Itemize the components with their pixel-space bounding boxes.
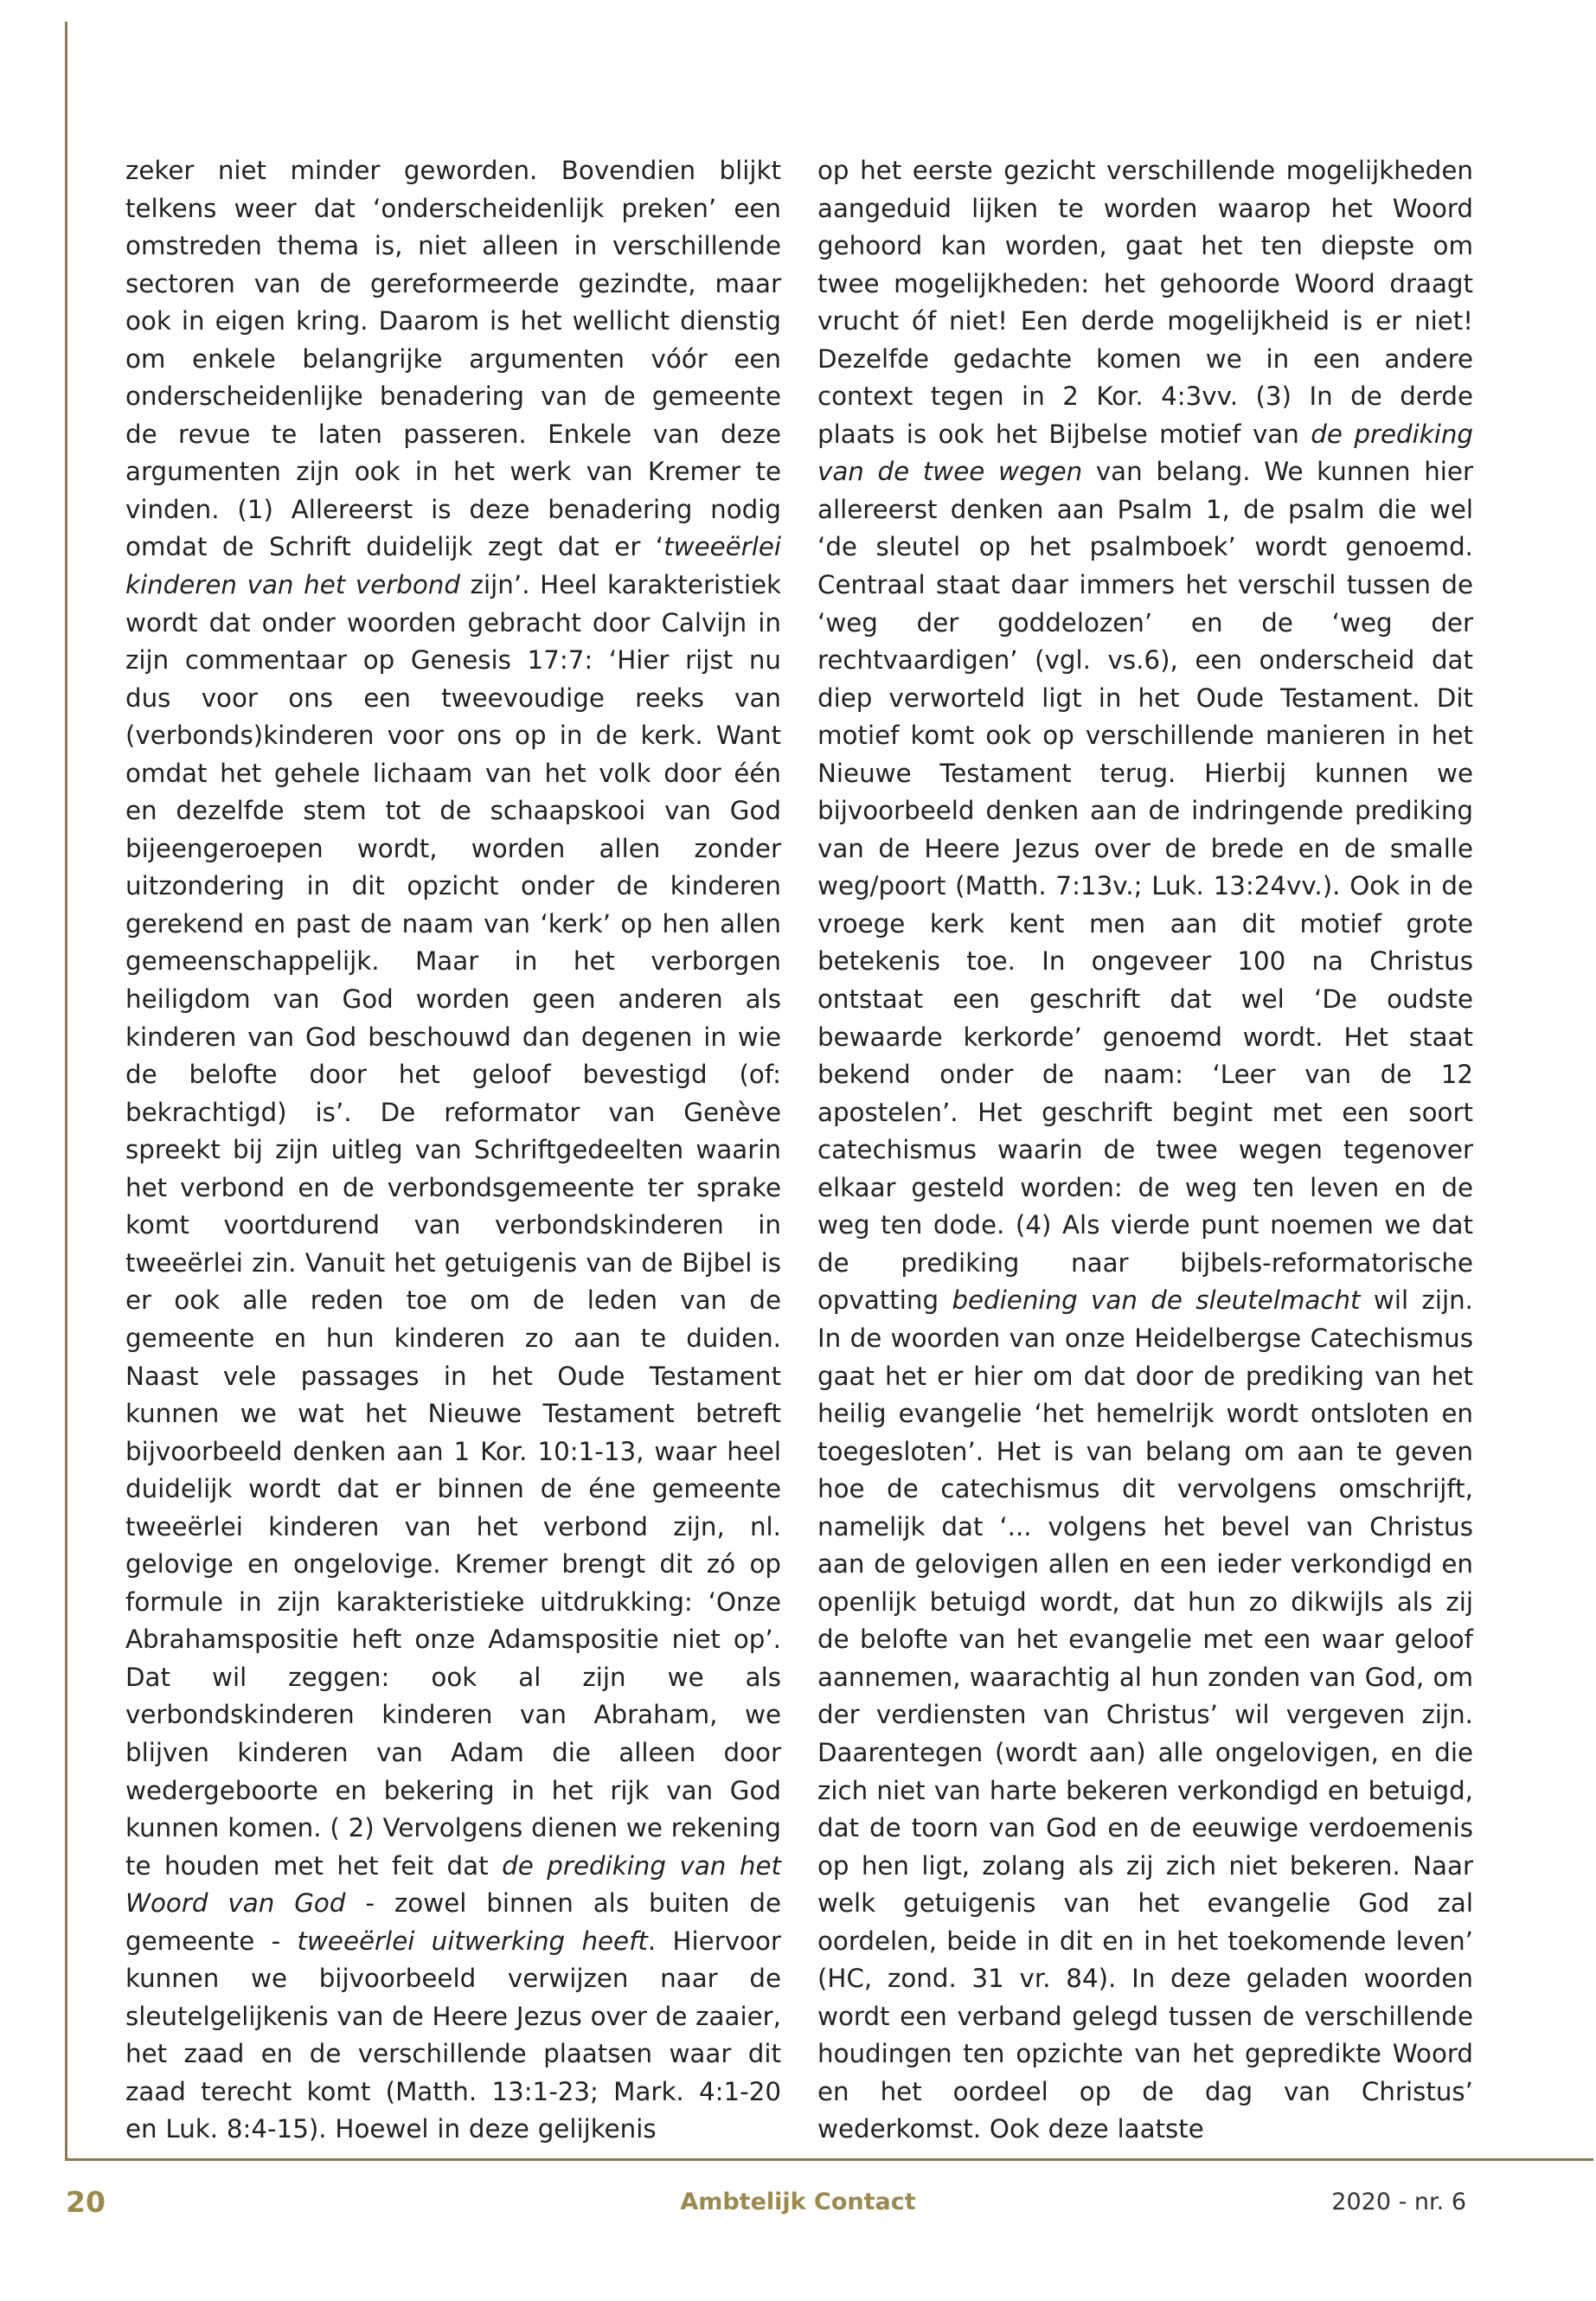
column-paragraph: [817, 152, 1473, 2149]
issue-label: 2020 - nr. 6: [1331, 2189, 1466, 2215]
text-run: - zowel binnen als buiten de gemeente -: [125, 1888, 781, 1956]
italic-text-run: de prediking van het Woord van God: [125, 1850, 781, 1919]
text-run: . Hiervoor kunnen we bijvoorbeeld verwijzen naar de sleutelgelijkenis van de Heere Jezus over de zaaier, het zaad en de verschillende plaatsen waar dit zaad terecht komt (Matth. 13:1-23; Mark. 4:1-20 en Luk. 8:4-15). Hoewel in deze gelijkenis: [125, 1926, 781, 2144]
column-paragraph: [125, 152, 781, 2149]
page-frame-horizontal-rule: [65, 2158, 1593, 2161]
text-column-left: [125, 152, 781, 2149]
journal-name: Ambtelijk Contact: [680, 2189, 916, 2215]
text-run: zijn’. Heel karakteristiek wordt dat onder woorden gebracht door Calvijn in zijn commentaar op Genesis 17:7: ‘Hier rijst nu dus voor ons een tweevoudige reeks van (verbonds)kinderen voor ons op in de kerk. Want omdat het gehele lichaam van het volk door één en dezelfde stem tot de schaapskooi van God bijeengeroepen wordt, worden allen zonder uitzondering in dit opzicht onder de kinderen gerekend en past de naam van ‘kerk’ op hen allen gemeenschappelijk. Maar in het verborgen heiligdom van God worden geen anderen als kinderen van God beschouwd dan degenen in wie de belofte door het geloof bevestigd (of: bekrachtigd) is’. De reformator van Genève spreekt bij zijn uitleg van Schriftgedeelten waarin het verbond en de verbondsgemeente ter sprake komt voortdurend van verbondskinderen in tweeërlei zin. Vanuit het getuigenis van de Bijbel is er ook alle reden toe om de leden van de gemeente en hun kinderen zo aan te duiden. Naast vele passages in het Oude Testament kunnen we wat het Nieuwe Testament betreft bijvoorbeeld denken aan 1 Kor. 10:1-13, waar heel duidelijk wordt dat er binnen de éne gemeente tweeërlei kinderen van het verbond zijn, nl. gelovige en ongelovige. Kremer brengt dit zó op formule in zijn karakteristieke uitdrukking: ‘Onze Abrahamspositie heft onze Adamspositie niet op’. Dat wil zeggen: ook al zijn we als verbondskinderen kinderen van Abraham, we blijven kinderen van Adam die alleen door wedergeboorte en bekering in het rijk van God kunnen komen. ( 2) Vervolgens dienen we rekening te houden met het feit dat: [125, 570, 782, 1881]
italic-text-run: tweeërlei uitwerking heeft: [297, 1926, 648, 1956]
text-run: zeker niet minder geworden. Bovendien blijkt telkens weer dat ‘onderscheidenlijk preken’ een omstreden thema is, niet alleen in verschillende sectoren van de gereformeerde gezindte, maar ook in eigen kring. Daarom is het wellicht dienstig om enkele belangrijke argumenten vóór een onderscheidenlijke benadering van de gemeente de revue te laten passeren. Enkele van deze argumenten zijn ook in het werk van Kremer te vinden. (1) Allereerst is deze benadering nodig omdat de Schrift duidelijk zegt dat er ‘: [125, 156, 781, 562]
text-run: van belang. We kunnen hier allereerst denken aan Psalm 1, de psalm die wel ‘de sleutel op het psalmboek’ wordt genoemd. Centraal staat daar immers het verschil tussen de ‘weg der goddelozen’ en de ‘weg der rechtvaardigen’ (vgl. vs.6), een onderscheid dat diep verworteld ligt in het Oude Testament. Dit motief komt ook op verschillende manieren in het Nieuwe Testament terug. Hierbij kunnen we bijvoorbeeld denken aan de indringende prediking van de Heere Jezus over de brede en de smalle weg/poort (Matth. 7:13v.; Luk. 13:24vv.). Ook in de vroege kerk kent men aan dit motief grote betekenis toe. In ongeveer 100 na Christus ontstaat een geschrift dat wel ‘De oudste bewaarde kerkorde’ genoemd wordt. Het staat bekend onder de naam: ‘Leer van de 12 apostelen’. Het geschrift begint met een soort catechismus waarin de twee wegen tegenover elkaar gesteld worden: de weg ten leven en de weg ten dode. (4) Als vierde punt noemen we dat de prediking naar bijbels-reformatorische opvatting: [817, 457, 1473, 1316]
page-frame-vertical-rule: [65, 22, 67, 2161]
italic-text-run: tweeërlei kinderen van het verbond: [125, 532, 781, 600]
text-run: op het eerste gezicht verschillende mogelijkheden aangeduid lijken te worden waarop het Woord gehoord kan worden, gaat het ten diepste om twee mogelijkheden: het gehoorde Woord draagt vrucht óf niet! Een derde mogelijkheid is er niet! Dezelfde gedachte komen we in een andere context tegen in 2 Kor. 4:3vv. (3) In de derde plaats is ook het Bijbelse motief van: [817, 156, 1473, 449]
page-number: 20: [66, 2185, 106, 2219]
italic-text-run: de prediking van de twee wegen: [817, 419, 1474, 487]
text-column-right: [817, 152, 1473, 2149]
italic-text-run: bediening van de sleutelmacht: [952, 1285, 1361, 1316]
text-run: wil zijn. In de woorden van onze Heidelbergse Catechismus gaat het er hier om dat door de prediking van het heilig evangelie ‘het hemelrijk wordt ontsloten en toegesloten’. Het is van belang om aan te geven hoe de catechismus dit vervolgens omschrijft, namelijk dat ‘... volgens het bevel van Christus aan de gelovigen allen en een ieder verkondigd en openlijk betuigd wordt, dat hun zo dikwijls als zij de belofte van het evangelie met een waar geloof aannemen, waarachtig al hun zonden van God, om der verdiensten van Christus’ wil vergeven zijn. Daarentegen (wordt aan) alle ongelovigen, en die zich niet van harte bekeren verkondigd en betuigd, dat de toorn van God en de eeuwige verdoemenis op hen ligt, zolang als zij zich niet bekeren. Naar welk getuigenis van het evangelie God zal oordelen, beide in dit en in het toekomende leven’ (HC, zond. 31 vr. 84). In deze geladen woorden wordt een verband gelegd tussen de verschillende houdingen ten opzichte van het gepredikte Woord en het oordeel op de dag van Christus’ wederkomst. Ook deze laatste: [817, 1285, 1473, 2144]
